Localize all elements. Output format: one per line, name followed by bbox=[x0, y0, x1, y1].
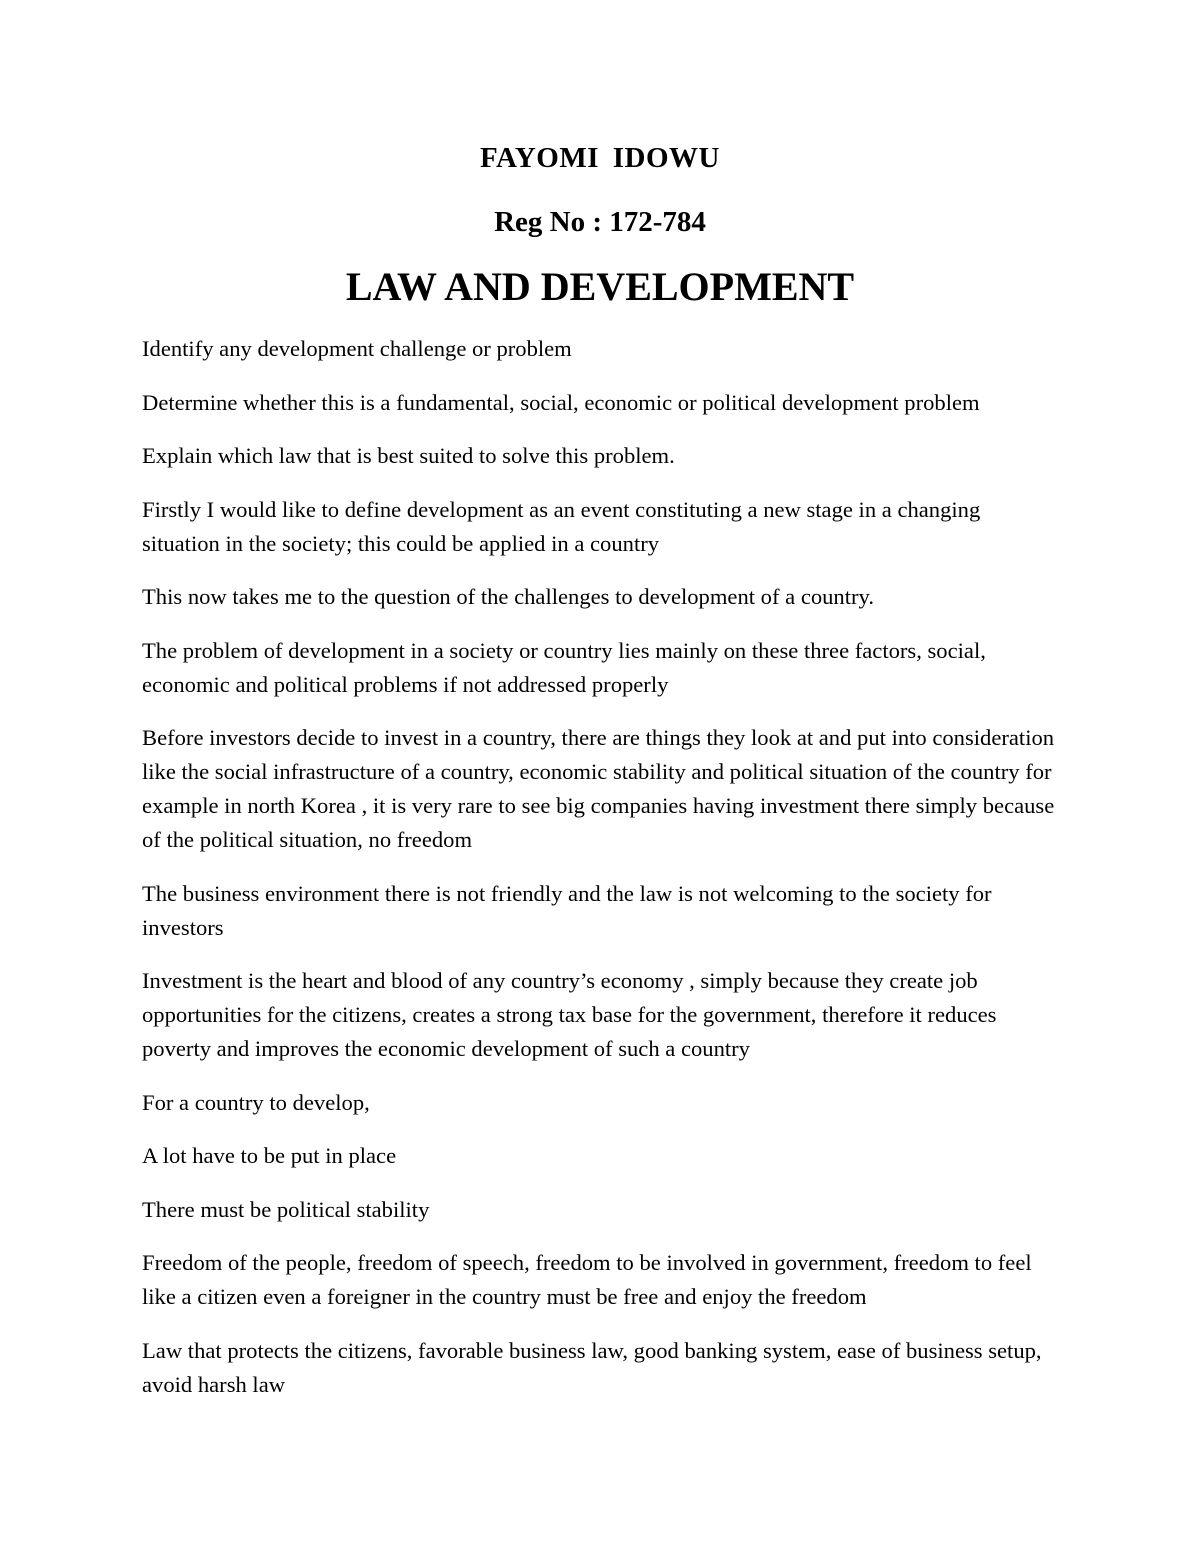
paragraph: Investment is the heart and blood of any country’s economy , simply because they create job opportunities for the citizens, creates a strong tax base for the government, therefore it reduces poverty and improves the economic development of such a country bbox=[142, 968, 997, 1061]
registration-number: Reg No : 172-784 bbox=[494, 206, 706, 238]
document-title: LAW AND DEVELOPMENT bbox=[345, 264, 855, 309]
paragraph: Firstly I would like to define development as an event constituting a new stage in a changing situation in the society; this could be applied in a country bbox=[142, 496, 981, 556]
paragraph: For a country to develop, bbox=[142, 1089, 370, 1115]
paragraph: Explain which law that is best suited to solve this problem. bbox=[142, 443, 675, 468]
document-body bbox=[142, 332, 1057, 1421]
paragraph: The business environment there is not friendly and the law is not welcoming to the society for investors bbox=[142, 880, 992, 940]
paragraph: Law that protects the citizens, favorable business law, good banking system, ease of business setup, avoid harsh law bbox=[142, 1337, 1042, 1397]
paragraph: The problem of development in a society or country lies mainly on these three factors, social, economic and political problems if not addressed properly bbox=[142, 637, 986, 697]
paragraph: This now takes me to the question of the challenges to development of a country. bbox=[142, 584, 875, 609]
author-name: FAYOMI IDOWU bbox=[480, 142, 720, 174]
paragraph: Freedom of the people, freedom of speech, freedom to be involved in government, freedom to feel like a citizen even a foreigner in the country must be free and enjoy the freedom bbox=[142, 1250, 1032, 1309]
paragraph: Identify any development challenge or problem bbox=[142, 336, 572, 361]
paragraph: There must be political stability bbox=[142, 1196, 430, 1222]
paragraph: Before investors decide to invest in a country, there are things they look at and put into consideration like the social infrastructure of a country, economic stability and political situation of the country for example in north Korea , it is very rare to see big companies having investment there simply because of the political situation, no freedom bbox=[142, 725, 1055, 852]
paragraph: A lot have to be put in place bbox=[142, 1143, 397, 1168]
paragraph: Determine whether this is a fundamental, social, economic or political development problem bbox=[142, 389, 980, 415]
